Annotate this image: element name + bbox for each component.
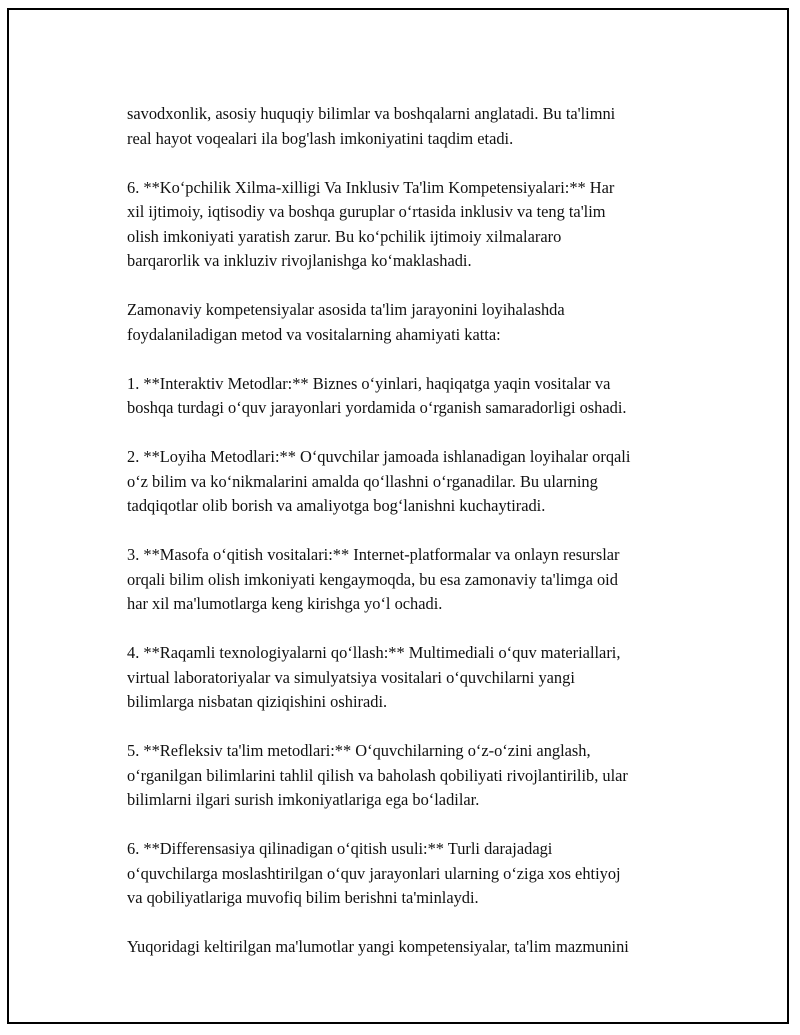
paragraph-7 <box>127 641 717 715</box>
text-line: virtual laboratoriyalar va simulyatsiya vositalari oʻquvchilarni yangi <box>127 667 575 687</box>
text-line: 6. **Koʻpchilik Xilma-xilligi Va Inklusiv Ta'lim Kompetensiyalari:** Har <box>127 177 615 197</box>
text-line: har xil ma'lumotlarga keng kirishga yoʻl ochadi. <box>127 594 443 613</box>
paragraph-10 <box>127 935 717 960</box>
text-line: Yuqoridagi keltirilgan ma'lumotlar yangi kompetensiyalar, ta'lim mazmunini <box>127 937 629 956</box>
text-line: oʻz bilim va koʻnikmalarini amalda qoʻllashni oʻrganadilar. Bu ularning <box>127 471 598 491</box>
text-line: olish imkoniyati yaratish zarur. Bu koʻpchilik ijtimoiy xilmalararo <box>127 226 562 246</box>
text-line: 3. **Masofa oʻqitish vositalari:** Internet-platformalar va onlayn resurslar <box>127 545 620 564</box>
text-line: va qobiliyatlariga muvofiq bilim berishni ta'minlaydi. <box>127 888 479 907</box>
paragraph-9 <box>127 837 717 911</box>
paragraph-1 <box>127 102 717 151</box>
paragraph-4 <box>127 372 717 421</box>
paragraph-5 <box>127 445 717 519</box>
paragraph-6 <box>127 543 717 617</box>
text-line: 4. **Raqamli texnologiyalarni qoʻllash:** Multimediali oʻquv materiallari, <box>127 643 621 662</box>
text-line: barqarorlik va inkluziv rivojlanishga koʻmaklashadi. <box>127 251 472 270</box>
text-line: tadqiqotlar olib borish va amaliyotga bogʻlanishni kuchaytiradi. <box>127 496 546 515</box>
text-line: 6. **Differensasiya qilinadigan oʻqitish usuli:** Turli darajadagi <box>127 839 553 858</box>
text-line: foydalaniladigan metod va vositalarning ahamiyati katta: <box>127 324 501 344</box>
paragraph-8 <box>127 739 717 813</box>
text-line: savodxonlik, asosiy huquqiy bilimlar va boshqalarni anglatadi. Bu ta'limni <box>127 104 616 123</box>
text-line: Zamonaviy kompetensiyalar asosida ta'lim jarayonini loyihalashda <box>127 300 565 319</box>
paragraph-2 <box>127 176 717 274</box>
text-line: oʻquvchilarga moslashtirilgan oʻquv jarayonlari ularning oʻziga xos ehtiyoj <box>127 863 621 883</box>
text-line: orqali bilim olish imkoniyati kengaymoqda, bu esa zamonaviy ta'limga oid <box>127 569 618 589</box>
paragraph-3 <box>127 298 717 347</box>
page-frame <box>7 8 789 1024</box>
document-body <box>127 102 717 984</box>
text-line: 1. **Interaktiv Metodlar:** Biznes oʻyinlari, haqiqatga yaqin vositalar va <box>127 373 611 393</box>
text-line: oʻrganilgan bilimlarini tahlil qilish va baholash qobiliyati rivojlantirilib, ular <box>127 765 628 785</box>
text-line: 5. **Refleksiv ta'lim metodlari:** Oʻquvchilarning oʻz-oʻzini anglash, <box>127 741 591 760</box>
text-line: 2. **Loyiha Metodlari:** Oʻquvchilar jamoada ishlanadigan loyihalar orqali <box>127 447 631 466</box>
text-line: boshqa turdagi oʻquv jarayonlari yordamida oʻrganish samaradorligi oshadi. <box>127 398 627 417</box>
text-line: real hayot voqealari ila bog'lash imkoniyatini taqdim etadi. <box>127 128 514 148</box>
text-line: xil ijtimoiy, iqtisodiy va boshqa guruplar oʻrtasida inklusiv va teng ta'lim <box>127 202 606 221</box>
text-line: bilimlarni ilgari surish imkoniyatlariga ega boʻladilar. <box>127 790 480 809</box>
text-line: bilimlarga nisbatan qiziqishini oshiradi. <box>127 692 388 711</box>
